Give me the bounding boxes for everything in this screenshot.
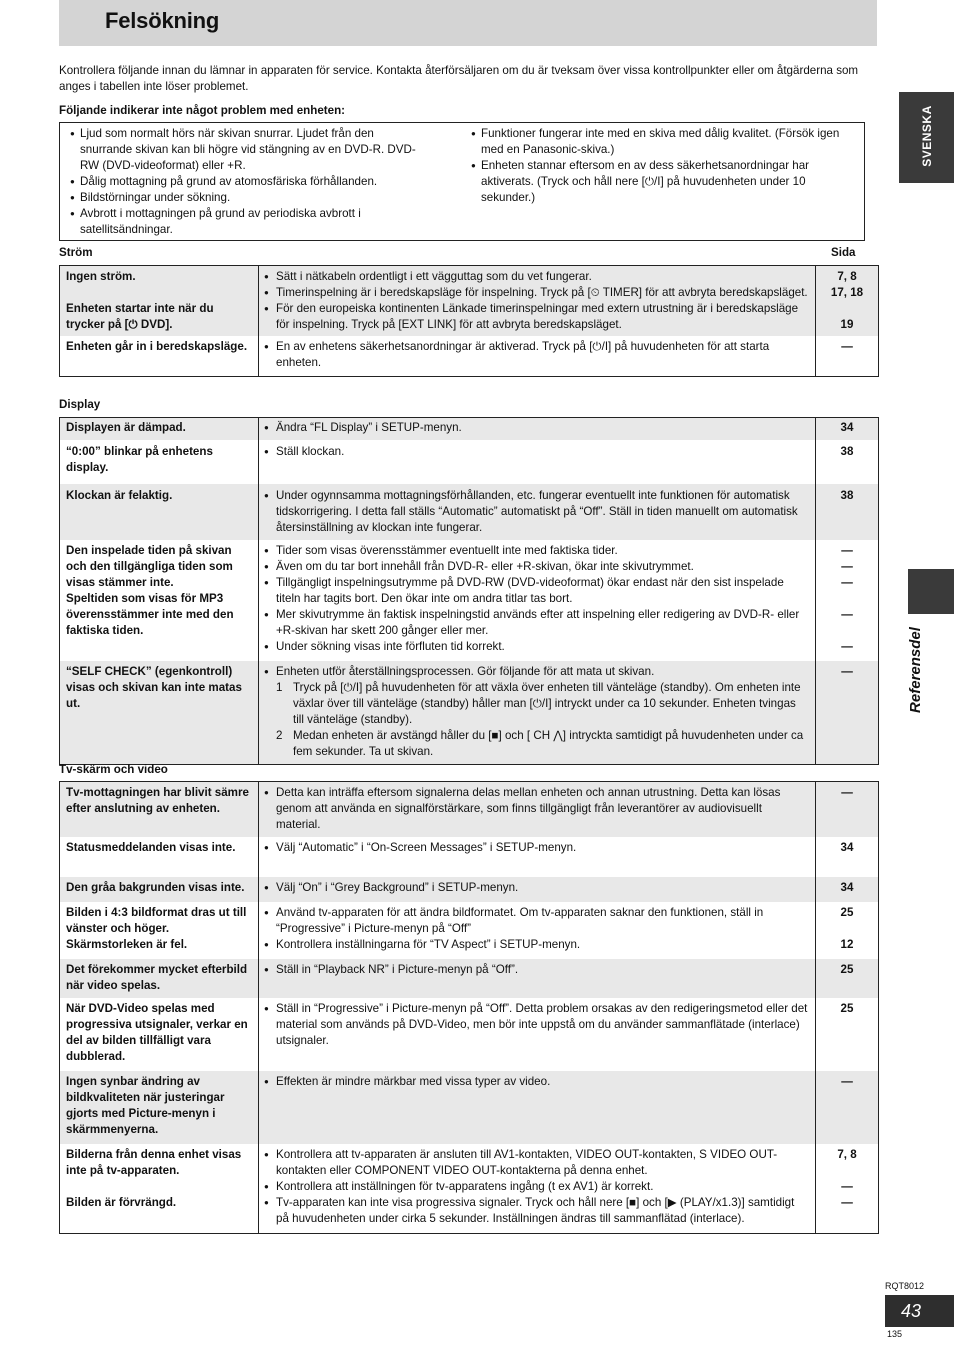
page-ref: — — [841, 576, 853, 589]
remedy-text: ● Effekten är mindre märkbar med vissa typer av video. — [264, 1074, 809, 1090]
list-item: ● Dålig mottagning på grund av atomosfäriska förhållanden. — [70, 174, 420, 190]
remedy-text: ● Under ogynnsamma mottagningsförhållanden, etc. fungerar eventuellt inte funktionen för automatisk tidskorrigering. I detta fall ställs “Automatic” automatiskt på “Off”. Ställ in tiden manuellt om automatisk återsinställning av klockan inte fungerar. — [264, 488, 809, 536]
sida-header: Sida — [831, 246, 856, 259]
remedy-text: ● Kontrollera inställningarna för “TV Aspect” i SETUP-menyn. — [264, 937, 809, 953]
table-row — [60, 959, 879, 998]
page-ref: — — [841, 1180, 853, 1193]
no-problem-heading: Följande indikerar inte något problem med enheten: — [59, 104, 346, 117]
problem-text: Bilden är förvrängd. — [66, 1196, 177, 1209]
table-row — [60, 1071, 879, 1144]
problem-text: Tv-mottagningen har blivit sämre efter anslutning av enheten. — [66, 786, 249, 815]
step-number: 2 — [276, 729, 283, 742]
page-ref: — — [841, 665, 853, 678]
table-row — [60, 440, 879, 484]
problem-text: Den gråa bakgrunden visas inte. — [66, 881, 245, 894]
doc-code: RQT8012 — [885, 1281, 925, 1291]
no-problem-left-column — [70, 126, 420, 238]
page-ref: 38 — [840, 489, 854, 502]
problem-text: När DVD-Video spelas med progressiva utsignaler, verkar en del av bilden tillfälligt vara dubblerad. — [66, 1002, 248, 1063]
remedy-text: ● För den europeiska kontinenten Länkade timerinspelningar med extern utrustning är i beredskapsläge för inspelning. Tryck på [EXT LINK] för att avbryta beredskapsläget. — [264, 301, 809, 333]
problem-text: Enheten går in i beredskapsläge. — [66, 340, 248, 353]
table-row — [60, 266, 879, 337]
page-ref: — — [841, 786, 853, 799]
problem-text: “SELF CHECK” (egenkontroll) visas och skivan kan inte matas ut. — [66, 665, 242, 710]
remedy-text: ● Sätt i nätkabeln ordentligt i ett vägguttag som du vet fungerar. — [264, 269, 809, 285]
tv-table — [59, 781, 879, 1234]
list-item: ● Avbrott i mottagningen på grund av periodiska avbrott i satellitsändningar. — [70, 206, 420, 238]
page-ref: 7, 8 — [837, 270, 857, 283]
table-row — [60, 998, 879, 1071]
page-ref: 19 — [840, 318, 854, 331]
table-row — [60, 661, 879, 765]
table-row — [60, 782, 879, 838]
small-page-number: 135 — [887, 1329, 903, 1339]
list-item: ● Ljud som normalt hörs när skivan snurrar. Ljudet från den snurrande skivan kan bli högre vid stängning av en DVD-R. DVD-RW (DVD-videoformat) eller +R. — [70, 126, 420, 174]
remedy-text: ● Tider som visas överensstämmer eventuellt inte med faktiska tider. — [264, 543, 809, 559]
page-ref: — — [841, 560, 853, 573]
page-ref: 17, 18 — [830, 286, 864, 299]
remedy-text: ● Kontrollera att tv-apparaten är ansluten till AV1-kontakten, VIDEO OUT-kontakten, S VIDEO OUT-kontakten eller COMPONENT VIDEO OUT-kontakterna på denna enhet. — [264, 1147, 809, 1179]
remedy-text: ● Tillgängligt inspelningsutrymme på DVD-RW (DVD-videoformat) ökar endast när den sist inspelade titeln har tagits bort. Den ökar inte om andra titlar tas bort. — [264, 575, 809, 607]
language-tab — [899, 92, 954, 183]
section-label: Referensdel — [907, 627, 924, 713]
page-ref: 34 — [840, 881, 854, 894]
table-row — [60, 877, 879, 902]
page-ref: — — [841, 608, 853, 621]
remedy-text: ● Även om du tar bort innehåll från DVD-R- eller +R-skivan, ökar inte skivutrymmet. — [264, 559, 809, 575]
remedy-text: ● Kontrollera att inställningen för tv-apparatens ingång (t ex AV1) är korrekt. — [264, 1179, 809, 1195]
list-item: ● Bildstörningar under sökning. — [70, 190, 420, 206]
remedy-text: ● Detta kan inträffa eftersom signalerna delas mellan enheten och annan utrustning. Detta kan lösas genom att använda en signalförstärkare, som finns tillgängligt från leverantörer av audiovisuellt material. — [264, 785, 809, 833]
problem-text: Statusmeddelanden visas inte. — [66, 841, 236, 854]
language-tab-label: SVENSKA — [920, 105, 934, 167]
page-ref: — — [841, 340, 853, 353]
remedy-text: ● Enheten utför återställningsprocessen. Gör följande för att mata ut skivan. — [264, 664, 809, 680]
problem-text: Den inspelade tiden på skivan och den tillgängliga tiden som visas stämmer inte. — [66, 544, 233, 589]
page-ref: 25 — [840, 906, 854, 919]
remedy-text: ● Tv-apparaten kan inte visa progressiva signaler. Tryck och håll nere [■] och [▶ (PLAY/x1.3)] samtidigt på huvudenheten under cirka 5 sekunder. Inställningen ändras till sammanflätad (interlace). — [264, 1195, 809, 1227]
problem-text: Ingen ström. — [66, 270, 136, 283]
table-row — [60, 1144, 879, 1234]
problem-text: Klockan är felaktig. — [66, 489, 173, 502]
remedy-text: ● En av enhetens säkerhetsanordningar är aktiverad. Tryck på [⏻/I] på huvudenheten för att starta enheten. — [264, 339, 809, 371]
problem-text: Bilden i 4:3 bildformat dras ut till vänster och höger. Skärmstorleken är fel. — [66, 906, 247, 951]
page-ref: 38 — [840, 445, 854, 458]
title-bar — [59, 0, 877, 46]
table-row — [60, 837, 879, 877]
page-ref: — — [841, 544, 853, 557]
no-problem-box — [59, 122, 865, 241]
section-heading-strom: Ström — [59, 246, 93, 259]
section-heading-display: Display — [59, 398, 101, 411]
remedy-text: ● Välj “Automatic” i “On-Screen Messages” i SETUP-menyn. — [264, 840, 809, 856]
table-row — [60, 484, 879, 540]
table-row — [60, 336, 879, 377]
remedy-text: ● Mer skivutrymme än faktisk inspelningstid används efter att inspelning eller redigering av DVD-R- eller +R-skivan har skett 200 gånger eller mer. — [264, 607, 809, 639]
page-ref: 7, 8 — [837, 1148, 857, 1161]
list-item: ● Funktioner fungerar inte med en skiva med dålig kvalitet. (Försök igen med en Panasonic-skiva.) — [471, 126, 859, 158]
table-row — [60, 418, 879, 441]
page-ref: 34 — [840, 841, 854, 854]
page-ref: — — [841, 1075, 853, 1088]
page-ref: — — [841, 1196, 853, 1209]
page-ref: 25 — [840, 1002, 854, 1015]
problem-text: “0:00” blinkar på enhetens display. — [66, 445, 213, 474]
display-table — [59, 417, 879, 765]
problem-text: Det förekommer mycket efterbild när video spelas. — [66, 963, 248, 992]
problem-text: Ingen synbar ändring av bildkvaliteten när justeringar gjorts med Picture-menyn i skärmmenyerna. — [66, 1075, 225, 1136]
intro-paragraph: Kontrollera följande innan du lämnar in apparaten för service. Kontakta återförsäljaren om du är tveksam över vissa kontrollpunkter eller om åtgärderna som anges i tabellen inte löser problemet. — [59, 64, 859, 93]
remedy-step — [264, 680, 809, 728]
table-row — [60, 540, 879, 661]
step-text: Tryck på [⏻/I] på huvudenheten för att växla över enheten till vänteläge (standby). Om enheten inte växlar över till vänteläge (standby) håller man [⏻/I] intryckt under ca 10 sekunder. Enheten tvingas till vänteläge (standby). — [293, 681, 801, 726]
page-ref: 12 — [840, 938, 854, 951]
remedy-text: ● Under sökning visas inte förfluten tid korrekt. — [264, 639, 809, 655]
remedy-text: ● Ändra “FL Display” i SETUP-menyn. — [264, 420, 809, 436]
remedy-text: ● Ställ klockan. — [264, 444, 809, 460]
page-ref: 25 — [840, 963, 854, 976]
step-text: Medan enheten är avstängd håller du [■] och [ CH ⋀] intryckta samtidigt på huvudenheten under ca fem sekunder. Ta ut skivan. — [293, 729, 804, 758]
problem-text: Displayen är dämpad. — [66, 421, 186, 434]
page-title: Felsökning — [105, 8, 220, 33]
remedy-step — [264, 728, 809, 760]
page-number: 43 — [901, 1301, 922, 1321]
remedy-text: ● Använd tv-apparaten för att ändra bildformatet. Om tv-apparaten saknar den funktionen, ställ in “Progressive” i Picture-menyn på “Off” — [264, 905, 809, 937]
section-heading-tv: Tv-skärm och video — [59, 763, 168, 776]
page-ref: — — [841, 640, 853, 653]
remedy-text: ● Välj “On” i “Grey Background” i SETUP-menyn. — [264, 880, 809, 896]
no-problem-right-column — [471, 126, 859, 206]
strom-table — [59, 265, 879, 377]
section-tab-marker — [908, 569, 954, 614]
problem-text: Bilderna från denna enhet visas inte på tv-apparaten. — [66, 1148, 242, 1177]
table-row — [60, 902, 879, 959]
problem-text: Enheten startar inte när du trycker på [⏻ DVD]. — [66, 302, 214, 331]
remedy-text: ● Ställ in “Progressive” i Picture-menyn på “Off”. Detta problem orsakas av den redigeringsmetod eller det material som används på DVD-Video, men bör inte uppstå om du använder sammanflätade (interlace) utsignaler. — [264, 1001, 809, 1049]
problem-text: Speltiden som visas för MP3 överensstämmer inte med den faktiska tiden. — [66, 592, 234, 637]
step-number: 1 — [276, 681, 283, 694]
remedy-text: ● Ställ in “Playback NR” i Picture-menyn på “Off”. — [264, 962, 809, 978]
page-ref: 34 — [840, 421, 854, 434]
page-number-box — [885, 1295, 954, 1327]
list-item: ● Enheten stannar eftersom en av dess säkerhetsanordningar har aktiverats. (Tryck och håll nere [⏻/I] på huvudenheten under 10 sekunder.) — [471, 158, 859, 206]
remedy-text: ● Timerinspelning är i beredskapsläge för inspelning. Tryck på [⏲ TIMER] för att avbryta beredskapsläget. — [264, 285, 809, 301]
